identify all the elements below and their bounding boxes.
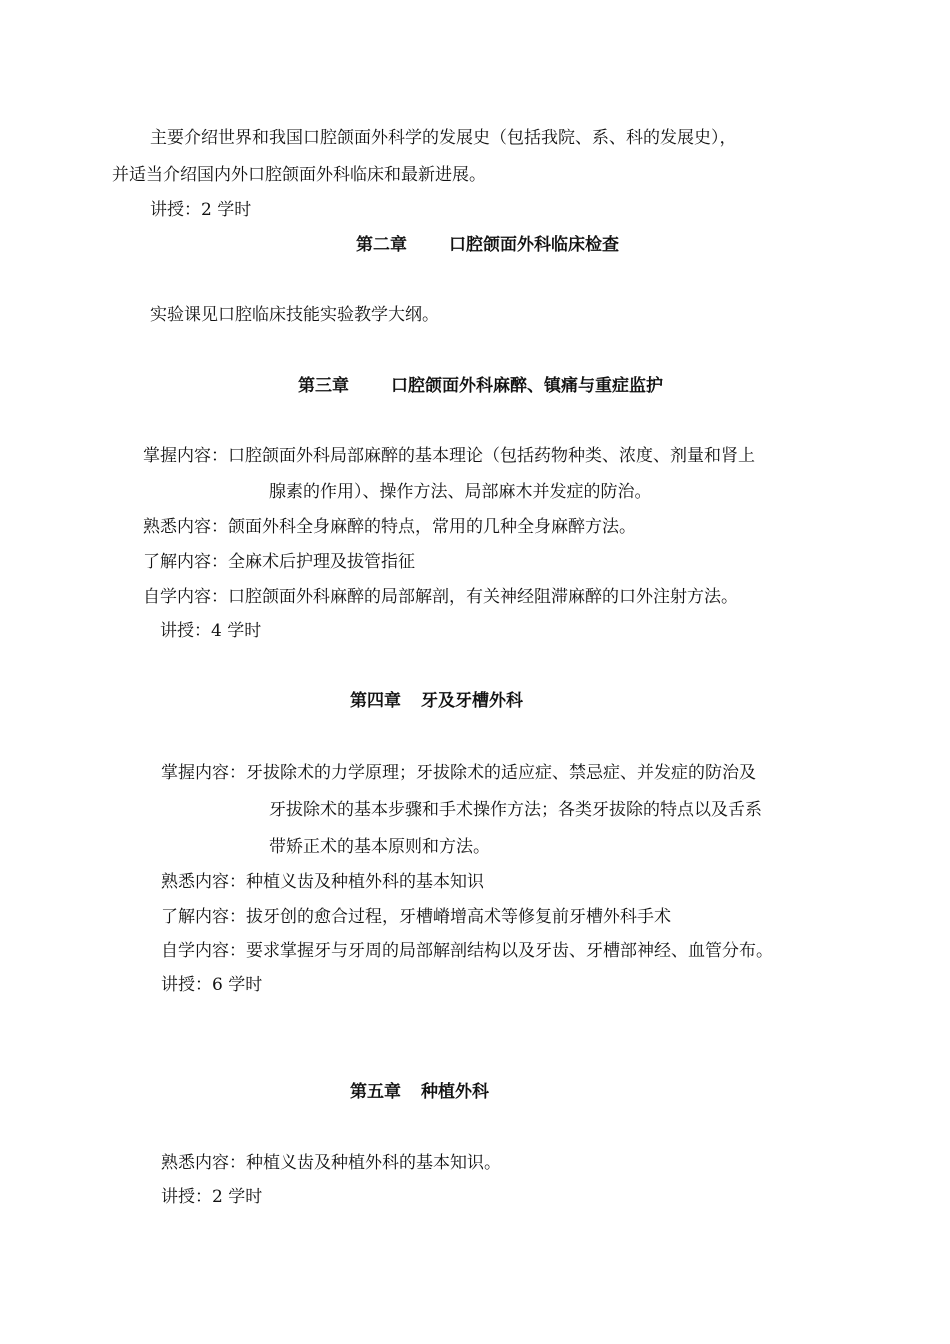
chapter-4-familiar: 熟悉内容：种植义齿及种植外科的基本知识 [161,872,484,892]
chapter-3-hours: 讲授：4 学时 [160,621,262,641]
chapter-5-number: 第五章 [350,1082,401,1102]
intro-line-2: 并适当介绍国内外口腔颌面外科临床和最新进展。 [112,165,486,185]
chapter-4-master [161,762,756,784]
chapter-5-heading [350,1081,489,1103]
chapter-3-master-line-1: 口腔颌面外科局部麻醉的基本理论（包括药物种类、浓度、剂量和肾上 [228,446,755,466]
chapter-3-master [143,445,755,467]
chapter-4-understand: 了解内容：拔牙创的愈合过程，牙槽嵴增高术等修复前牙槽外科手术 [161,907,671,927]
chapter-5-familiar: 熟悉内容：种植义齿及种植外科的基本知识。 [161,1153,501,1173]
chapter-4-self-study: 自学内容：要求掌握牙与牙周的局部解剖结构以及牙齿、牙槽部神经、血管分布。 [161,941,773,961]
chapter-2-number: 第二章 [356,235,407,255]
chapter-4-master-line-1: 牙拔除术的力学原理；牙拔除术的适应症、禁忌症、并发症的防治及 [246,763,756,783]
chapter-2-heading [356,234,619,256]
chapter-5-hours: 讲授：2 学时 [161,1187,263,1207]
chapter-4-master-line-3: 带矫正术的基本原则和方法。 [269,837,490,857]
chapter-3-familiar: 熟悉内容：颌面外科全身麻醉的特点，常用的几种全身麻醉方法。 [143,517,636,537]
chapter-2-title: 口腔颌面外科临床检查 [449,235,619,255]
chapter-4-title: 牙及牙槽外科 [421,691,523,711]
chapter-4-heading [350,690,523,712]
chapter-4-master-label: 掌握内容： [161,763,246,783]
chapter-2-text: 实验课见口腔临床技能实验教学大纲。 [150,305,439,325]
chapter-3-heading [298,375,663,397]
chapter-3-master-line-2: 腺素的作用）、操作方法、局部麻木并发症的防治。 [269,482,652,502]
chapter-4-master-line-2: 牙拔除术的基本步骤和手术操作方法；各类牙拔除的特点以及舌系 [269,800,762,820]
chapter-3-self-study: 自学内容：口腔颌面外科麻醉的局部解剖，有关神经阻滞麻醉的口外注射方法。 [143,587,738,607]
intro-hours: 讲授：2 学时 [150,200,252,220]
chapter-3-understand: 了解内容：全麻术后护理及拔管指征 [143,552,415,572]
chapter-3-master-label: 掌握内容： [143,446,228,466]
chapter-5-title: 种植外科 [421,1082,489,1102]
chapter-3-title: 口腔颌面外科麻醉、镇痛与重症监护 [391,376,663,396]
chapter-3-number: 第三章 [298,376,349,396]
chapter-4-hours: 讲授：6 学时 [161,975,263,995]
chapter-4-number: 第四章 [350,691,401,711]
intro-line-1: 主要介绍世界和我国口腔颌面外科学的发展史（包括我院、系、科的发展史）， [150,128,737,148]
